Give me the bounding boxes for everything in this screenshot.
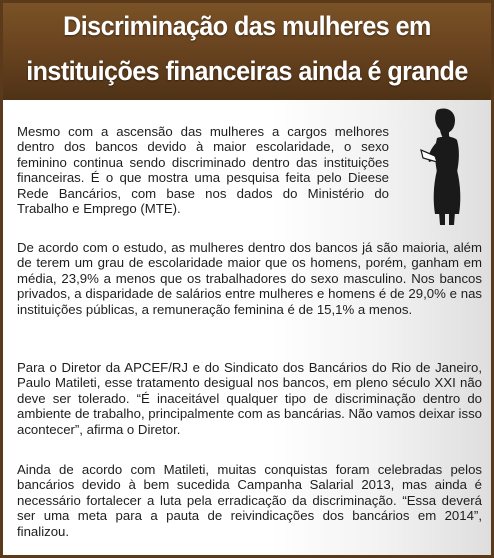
paragraph-2: De acordo com o estudo, as mulheres dentro dos bancos já são maioria, além de terem um grau de escolaridade maior que os homens, porém, ganham em média, 23,9% a menos que os trabalhadores do sexo masculino. Nos bancos privados, a disparidade de salários entre mulheres e homens é de 29,0% e nas instituições públicas, a remuneração feminina é de 15,1% a menos. — [17, 240, 482, 317]
paragraph-3: Para o Diretor da APCEF/RJ e do Sindicato dos Bancários do Rio de Janeiro, Paulo Matileti, esse tratamento desigual nos bancos, em pleno século XXI não deve ser tolerado. “É inaceitável qualquer tipo de discriminação dentro do ambiente de trabalho, principalmente com as bancárias. Não vamos deixar isso acontecer”, afirma o Diretor. — [17, 360, 482, 437]
article-header — [3, 3, 491, 100]
paragraph-4: Ainda de acordo com Matileti, muitas conquistas foram celebradas pelos bancários devido à bem sucedida Campanha Salarial 2013, mas ainda é necessário fortalecer a luta pela erradicação da discriminação. “Essa deverá ser uma meta para a pauta de reivindicações dos bancários em 2014”, finalizou. — [17, 462, 482, 539]
headline-line-1: Discriminação das mulheres em — [63, 11, 431, 41]
paragraph-1: Mesmo com a ascensão das mulheres a cargos melhores dentro dos bancos devido à maior escolaridade, o sexo feminino continua sendo discriminado dentro das instituições financeiras. É o que mostra uma pesquisa feita pelo Dieese Rede Bancários, com base nos dados do Ministério do Trabalho e Emprego (MTE). — [17, 124, 389, 217]
headline-line-2: instituições financeiras ainda é grande — [26, 56, 468, 86]
woman-reading-silhouette-icon — [407, 106, 479, 226]
article-body — [3, 100, 491, 555]
